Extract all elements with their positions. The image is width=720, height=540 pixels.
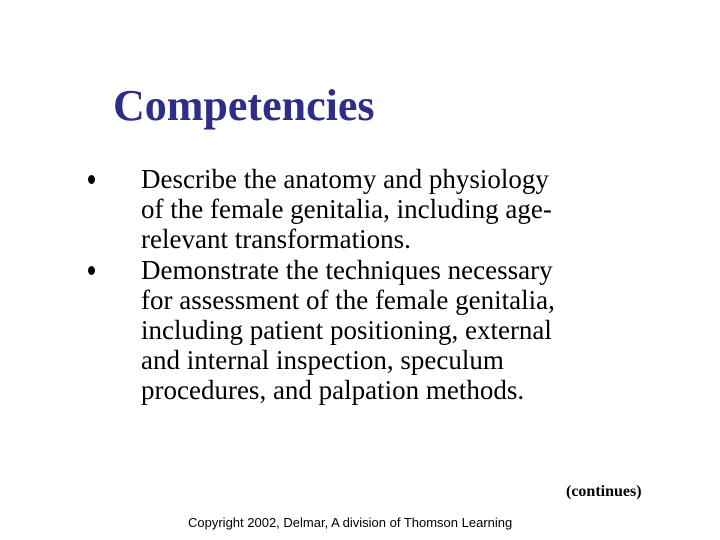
round-bullet-icon bbox=[88, 266, 95, 275]
bullet-text: Describe the anatomy and physiology of the female genitalia, including age-relevant transformations. bbox=[141, 164, 552, 255]
continues-label: (continues) bbox=[566, 483, 642, 500]
slide-title: Competencies bbox=[113, 81, 375, 130]
bullet-text: Demonstrate the techniques necessary for assessment of the female genitalia, including patient positioning, external and internal inspection, speculum procedures, and palpation methods. bbox=[141, 254, 555, 406]
round-bullet-icon bbox=[88, 175, 95, 184]
bullet-list bbox=[88, 164, 648, 406]
bullet-item bbox=[88, 255, 571, 406]
copyright-footer: Copyright 2002, Delmar, A division of Thomson Learning bbox=[188, 515, 513, 530]
bullet-item bbox=[88, 164, 571, 255]
